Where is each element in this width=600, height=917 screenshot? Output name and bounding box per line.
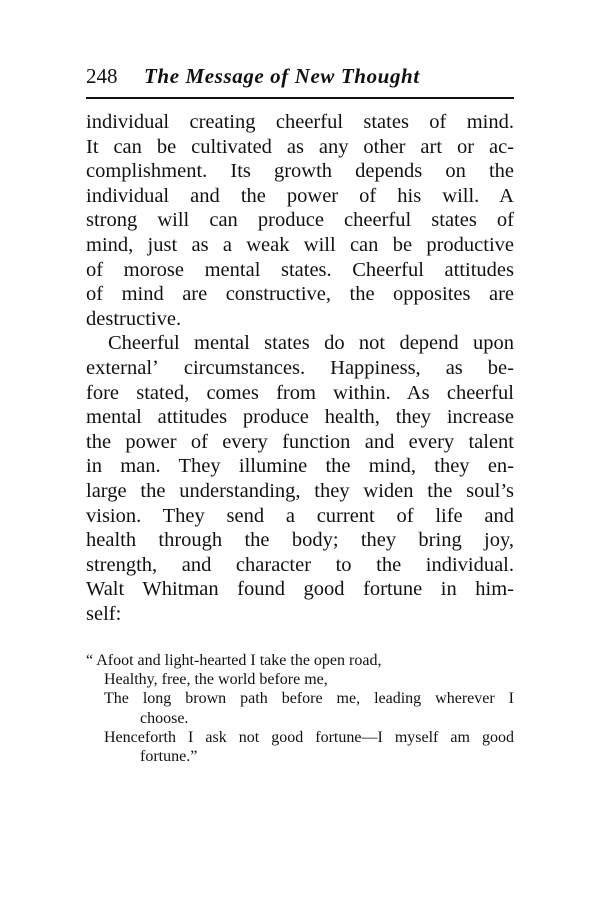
text-line: of morose mental states. Cheerful attitudes <box>86 258 514 281</box>
text-line: fore stated, comes from within. As cheerful <box>86 381 514 404</box>
text-line: It can be cultivated as any other art or ac- <box>86 135 514 158</box>
poem-quotation <box>86 651 514 766</box>
text-line: Walt Whitman found good fortune in him- <box>86 578 514 601</box>
poem-line: Henceforth I ask not good fortune—I myself am good <box>104 728 514 746</box>
text-line: strong will can produce cheerful states of <box>86 209 514 232</box>
text-line: vision. They send a current of life and <box>86 504 514 527</box>
poem-line: “ Afoot and light-hearted I take the open road, <box>86 652 382 669</box>
text-line: complishment. Its growth depends on the <box>86 160 514 183</box>
poem-line-turnover: choose. <box>140 709 189 727</box>
text-line: of mind are constructive, the opposites are <box>86 283 514 306</box>
page-number: 248 <box>86 64 118 88</box>
header-rule <box>86 97 514 99</box>
text-line: Cheerful mental states do not depend upon <box>108 332 514 355</box>
text-line: in man. They illumine the mind, they en- <box>86 455 514 478</box>
poem-line-turnover: fortune.” <box>140 747 198 765</box>
poem-line: Healthy, free, the world before me, <box>104 671 328 689</box>
text-line: the power of every function and every talent <box>86 430 514 453</box>
running-head <box>86 64 514 94</box>
paragraph-1 <box>86 110 514 331</box>
text-line: mental attitudes produce health, they increase <box>86 406 514 429</box>
poem-line: The long brown path before me, leading wherever I <box>104 690 514 708</box>
text-line: large the understanding, they widen the soul’s <box>86 479 514 502</box>
text-line: individual creating cheerful states of mind. <box>86 111 514 133</box>
text-line: self: <box>86 602 122 625</box>
text-line: mind, just as a weak will can be productive <box>86 233 514 256</box>
text-line: health through the body; they bring joy, <box>86 529 514 552</box>
text-line: externalʼ circumstances. Happiness, as be- <box>86 356 514 379</box>
running-title: The Message of New Thought <box>144 64 420 88</box>
body-text <box>86 110 514 626</box>
text-line: individual and the power of his will. A <box>86 184 514 207</box>
text-line: destructive. <box>86 307 182 330</box>
text-line: strength, and character to the individual. <box>86 553 514 576</box>
paragraph-2 <box>86 331 514 626</box>
